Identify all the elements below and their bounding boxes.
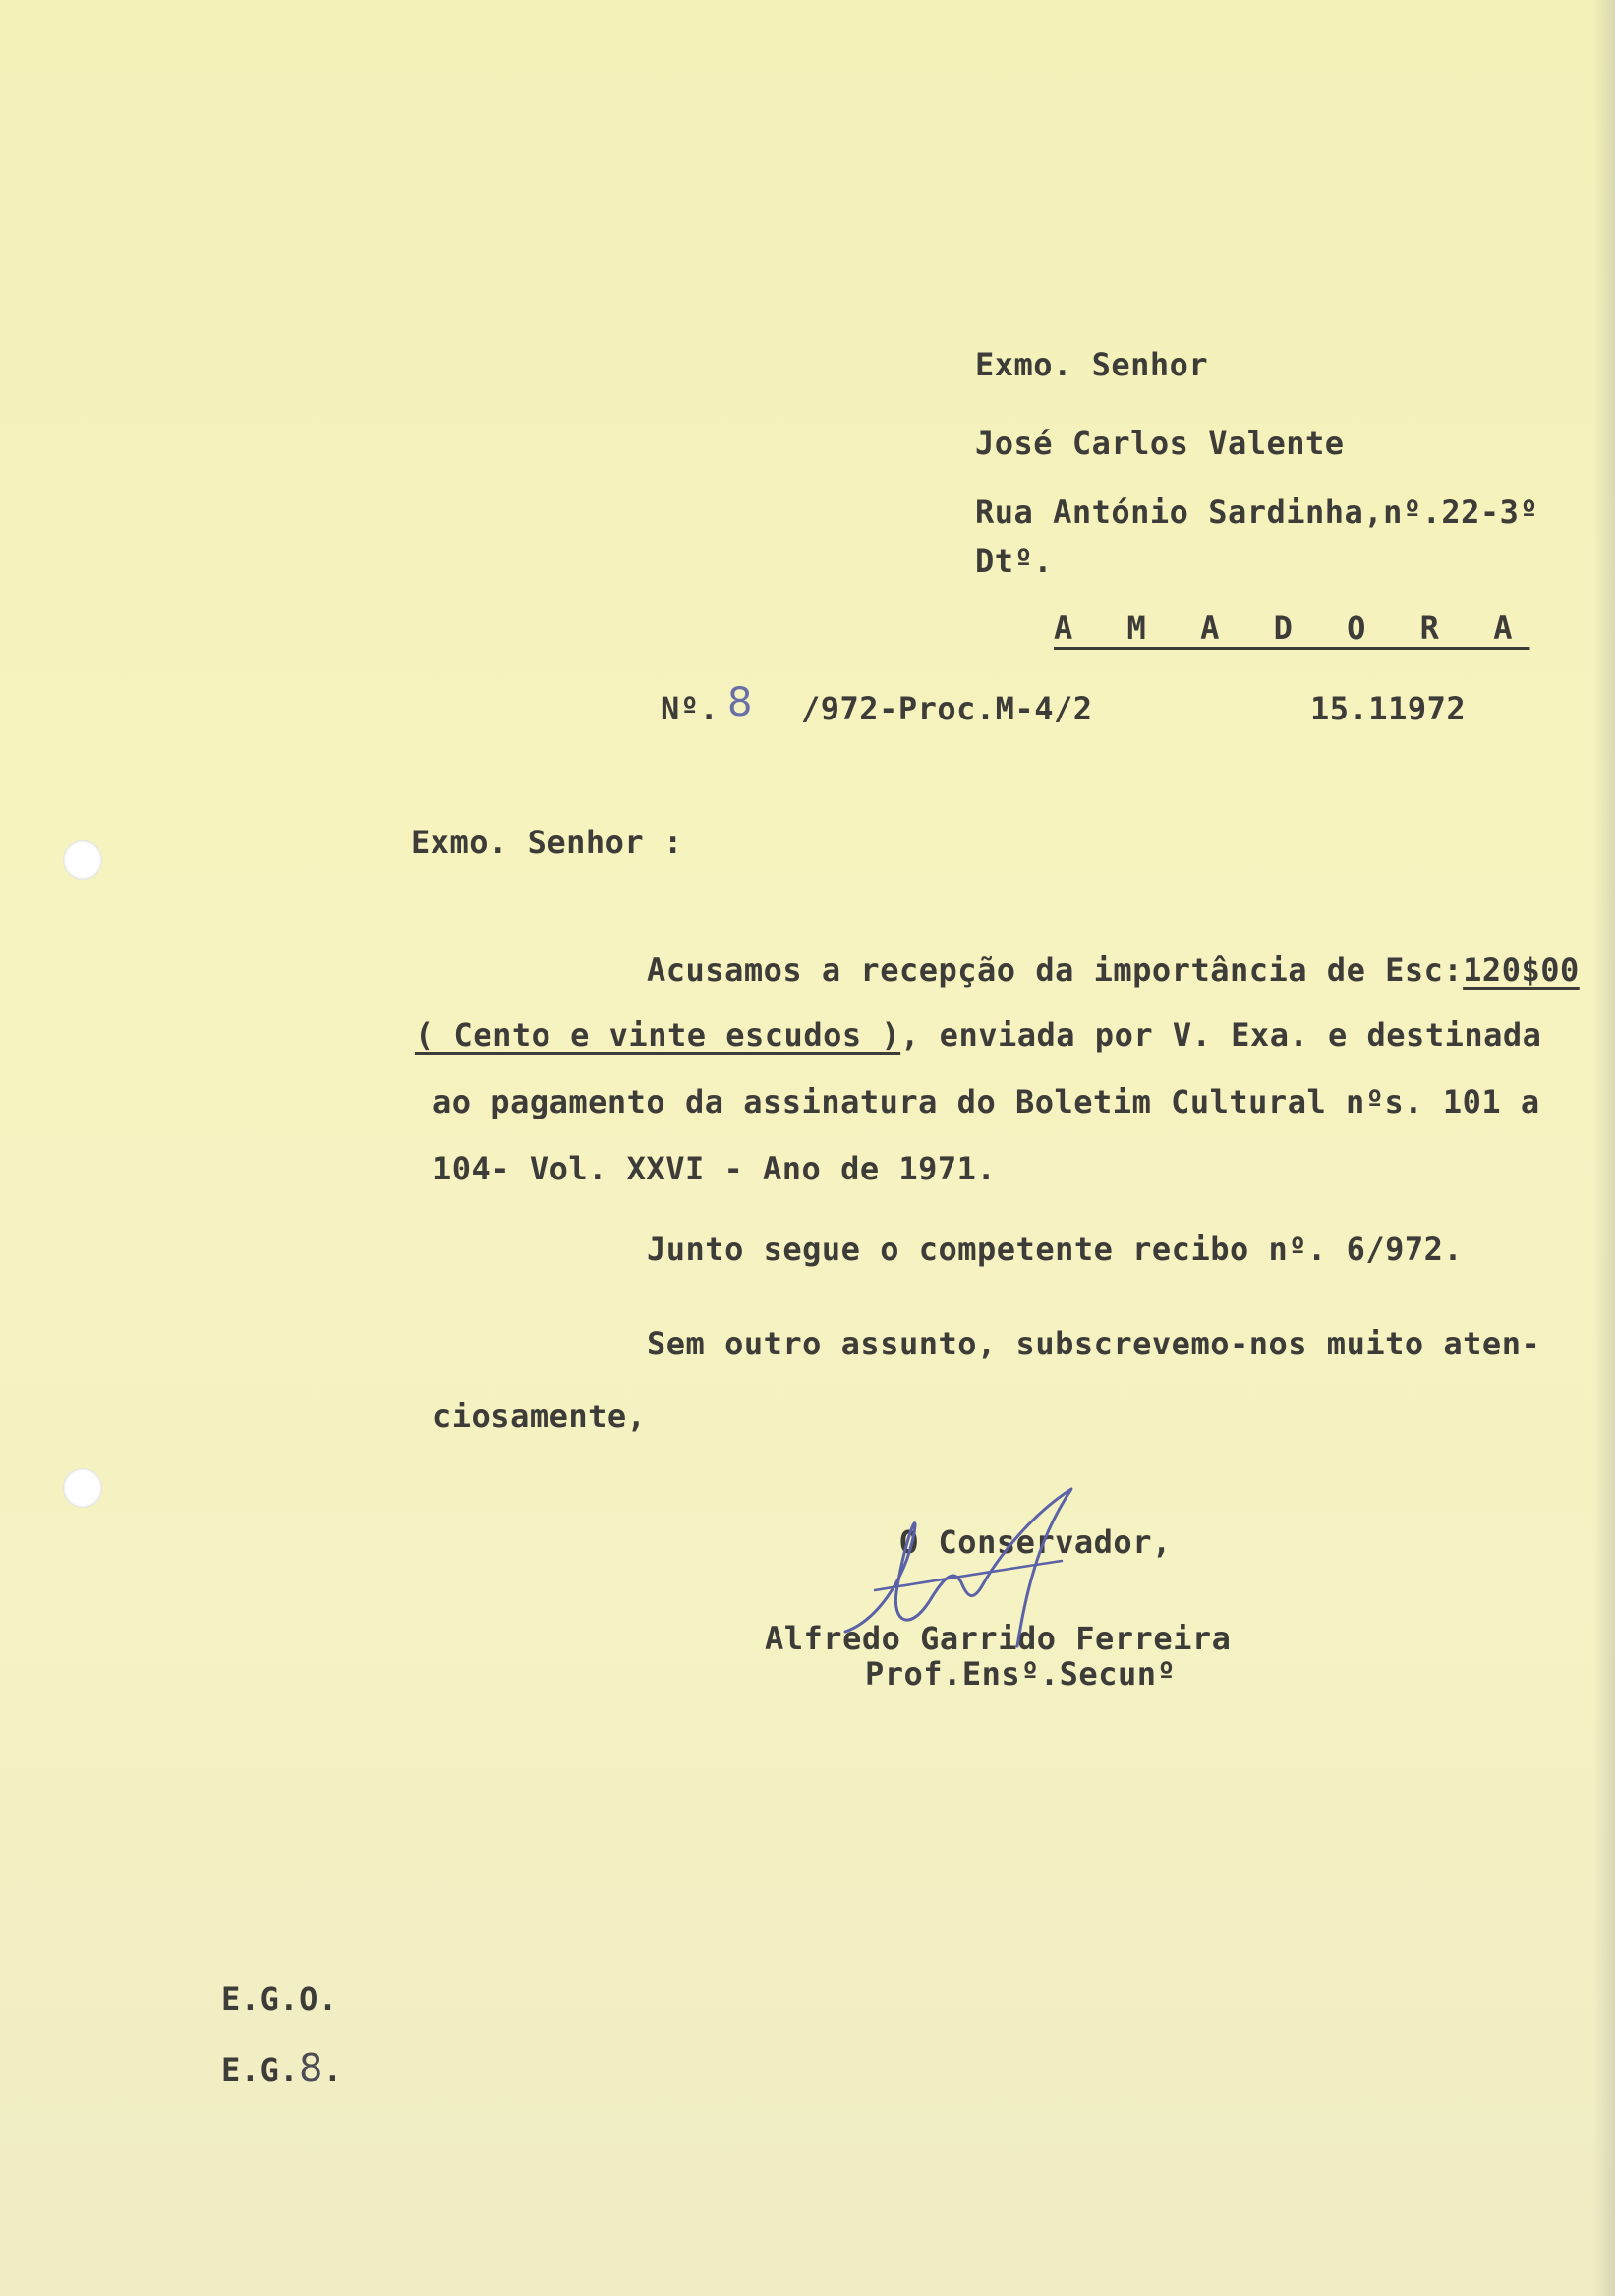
body-p2: Junto segue o competente recibo nº. 6/972. [647, 1231, 1464, 1268]
handwritten-signature [836, 1474, 1130, 1661]
recipient-city: A M A D O R A [1054, 609, 1530, 647]
reference-prefix: Nº. [661, 690, 720, 727]
closing-title: O Conservador, [899, 1523, 1172, 1561]
recipient-name: José Carlos Valente [975, 425, 1345, 462]
body-p3-line2: ciosamente, [433, 1398, 647, 1435]
body-p1-line1-text: Acusamos a recepção da importância de Esc: [647, 951, 1464, 989]
body-p1-line4: 104- Vol. XXVI - Ano de 1971. [433, 1150, 997, 1187]
body-p1-amount-words: ( Cento e vinte escudos ) [415, 1016, 901, 1054]
footer-line2-prefix: E.G. [221, 2051, 300, 2089]
footer-line2-hand: 8 [299, 2046, 323, 2090]
footer-line2-suffix: . [322, 2051, 343, 2089]
footer-line2 [221, 2046, 343, 2090]
reference-handwritten-number: 8 [727, 680, 753, 725]
footer-line1: E.G.O. [221, 1980, 338, 2018]
body-p3-line1: Sem outro assunto, subscrevemo-nos muito aten- [647, 1325, 1541, 1362]
reference-date: 15.11972 [1310, 690, 1467, 727]
body-p1-line1 [647, 951, 1580, 989]
punch-hole-top [63, 840, 102, 880]
closing-position: Prof.Ensº.Secunº [865, 1655, 1177, 1693]
body-p1-line2-rest: , enviada por V. Exa. e destinada [900, 1016, 1542, 1054]
recipient-street: Rua António Sardinha,nº.22-3º [975, 493, 1539, 531]
reference-code: /972-Proc.M-4/2 [801, 690, 1093, 727]
punch-hole-bottom [63, 1468, 102, 1508]
recipient-street-cont: Dtº. [975, 543, 1054, 580]
recipient-salutation: Exmo. Senhor [975, 346, 1209, 383]
closing-name: Alfredo Garrido Ferreira [765, 1620, 1232, 1657]
page-edge-shadow [1593, 0, 1615, 2296]
body-p1-line2 [415, 1016, 1541, 1054]
body-p1-amount: 120$00 [1463, 951, 1580, 989]
body-greeting: Exmo. Senhor : [411, 824, 683, 861]
body-p1-line3: ao pagamento da assinatura do Boletim Cultural nºs. 101 a [433, 1083, 1540, 1120]
